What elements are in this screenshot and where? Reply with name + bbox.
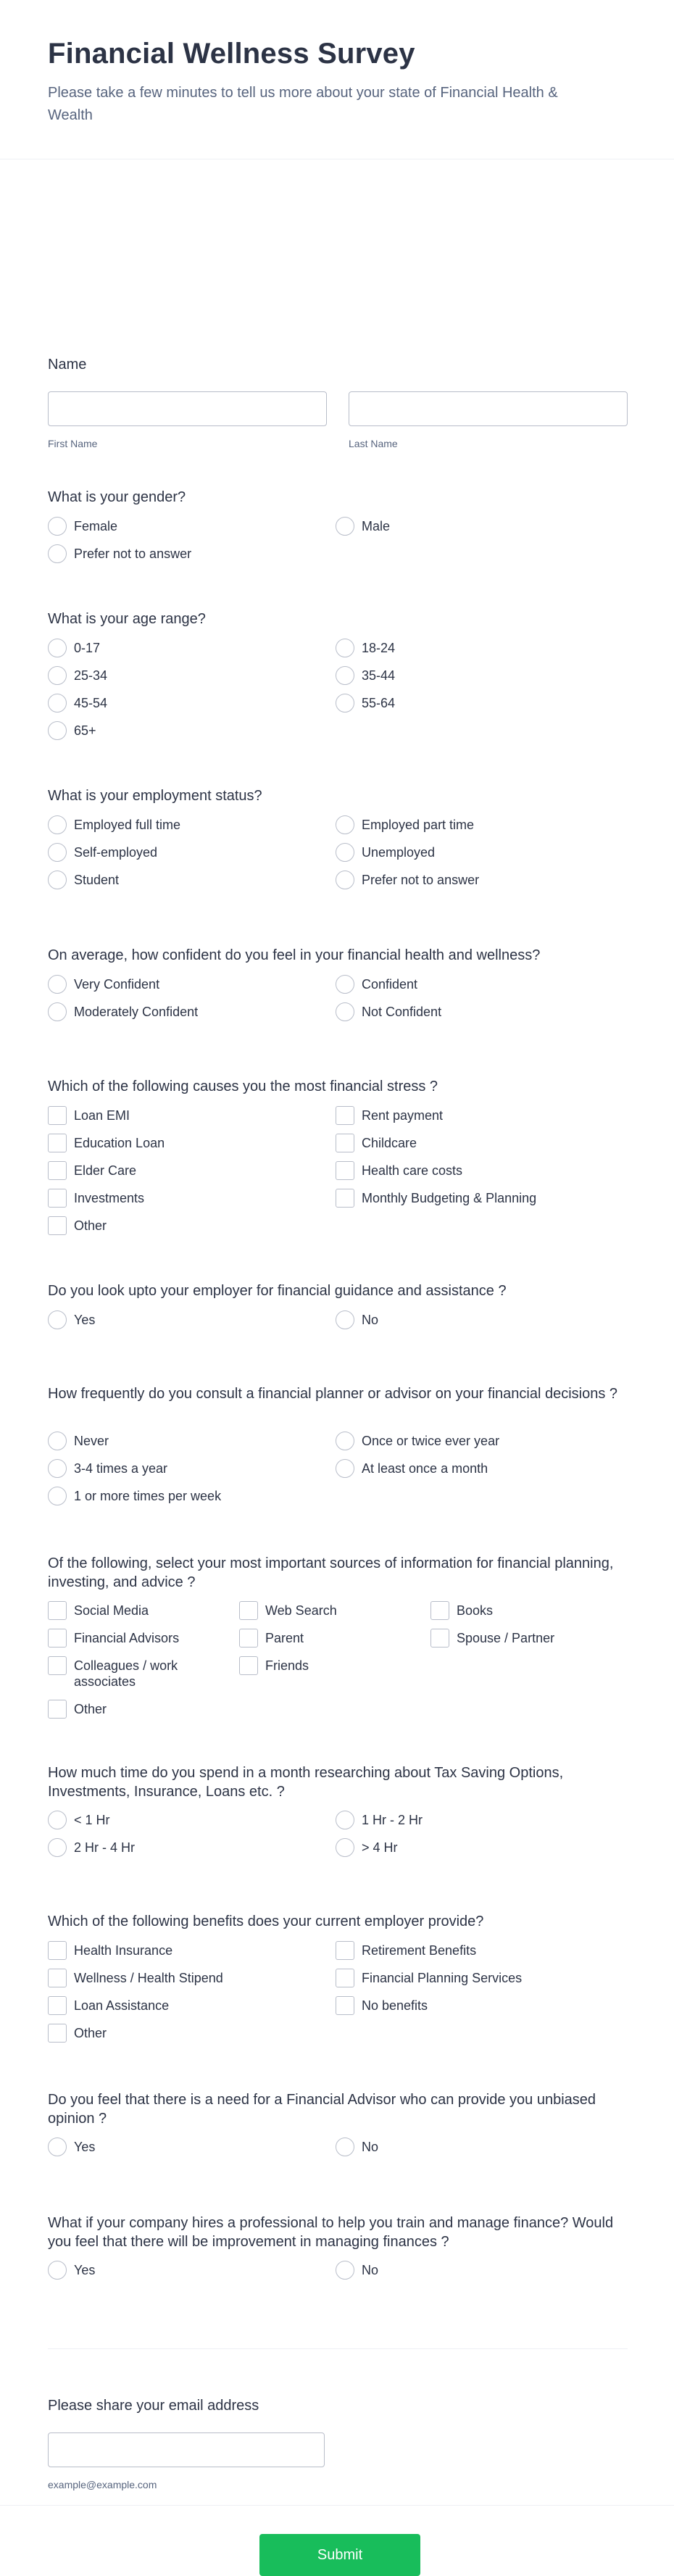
checkbox-option-benefit[interactable]: Health Insurance bbox=[48, 1943, 172, 1960]
hire-professional-question bbox=[48, 2214, 628, 2277]
radio-button[interactable] bbox=[48, 1487, 67, 1505]
radio-option-no[interactable]: No bbox=[336, 2139, 378, 2156]
gender-question bbox=[48, 488, 628, 561]
question-label: What is your employment status? bbox=[48, 788, 262, 804]
question-label: On average, how confident do you feel in your financial health and wellness? bbox=[48, 947, 541, 963]
radio-option-yes[interactable]: Yes bbox=[48, 2139, 95, 2156]
employer-guidance-question bbox=[48, 1281, 628, 1327]
radio-option-age[interactable]: 35-44 bbox=[336, 668, 395, 685]
name-question bbox=[48, 355, 628, 449]
checkbox-option-benefit[interactable]: Financial Planning Services bbox=[336, 1970, 522, 1987]
radio-option-prefer-not[interactable]: Prefer not to answer bbox=[48, 546, 191, 563]
last-name-sublabel: Last Name bbox=[349, 438, 398, 449]
radio-button[interactable] bbox=[336, 1811, 354, 1829]
radio-option-employment[interactable]: Prefer not to answer bbox=[336, 872, 479, 889]
radio-option-age[interactable]: 25-34 bbox=[48, 668, 107, 685]
checkbox-option-source[interactable]: Social Media bbox=[48, 1603, 229, 1620]
checkbox-option-source[interactable]: Other bbox=[48, 1701, 229, 1719]
email-question bbox=[48, 2396, 628, 2490]
question-label: Of the following, select your most important sources of information for financial planning, investing, and advice ? bbox=[48, 1555, 614, 1590]
checkbox[interactable] bbox=[48, 1106, 67, 1125]
checkbox[interactable] bbox=[239, 1629, 258, 1648]
radio-option-age[interactable]: 55-64 bbox=[336, 695, 395, 712]
checkbox[interactable] bbox=[336, 1969, 354, 1987]
checkbox[interactable] bbox=[48, 1134, 67, 1152]
checkbox-option-source[interactable]: Parent bbox=[239, 1630, 420, 1648]
checkbox[interactable] bbox=[48, 1161, 67, 1180]
question-label: What is your gender? bbox=[48, 489, 186, 505]
form-header bbox=[0, 0, 674, 159]
question-label: How frequently do you consult a financial planner or advisor on your financial decisions ? bbox=[48, 1386, 618, 1402]
checkbox-option-source[interactable]: Colleagues / work associates bbox=[48, 1658, 215, 1690]
footer-divider bbox=[0, 2505, 674, 2506]
radio-button[interactable] bbox=[48, 1002, 67, 1021]
age-question bbox=[48, 610, 628, 738]
radio-button[interactable] bbox=[336, 1838, 354, 1857]
radio-option-yes[interactable]: Yes bbox=[48, 2262, 95, 2280]
radio-button[interactable] bbox=[48, 975, 67, 994]
radio-option-age[interactable]: 65+ bbox=[48, 723, 96, 740]
radio-button[interactable] bbox=[336, 975, 354, 994]
radio-option-employment[interactable]: Employed full time bbox=[48, 817, 180, 834]
question-label: What if your company hires a professional to help you train and manage finance? Would you feel that there will be improvement in managing finances ? bbox=[48, 2215, 614, 2250]
employment-question bbox=[48, 786, 628, 887]
checkbox[interactable] bbox=[48, 1629, 67, 1648]
radio-button[interactable] bbox=[336, 815, 354, 834]
radio-button[interactable] bbox=[48, 1310, 67, 1329]
checkbox-option-source[interactable]: Financial Advisors bbox=[48, 1630, 229, 1648]
radio-button[interactable] bbox=[48, 666, 67, 685]
checkbox-option-source[interactable]: Books bbox=[430, 1603, 612, 1620]
radio-button[interactable] bbox=[336, 1002, 354, 1021]
question-label: Do you feel that there is a need for a Financial Advisor who can provide you unbiased opinion ? bbox=[48, 2092, 596, 2127]
checkbox-option-stress[interactable]: Elder Care bbox=[48, 1163, 136, 1180]
radio-option-time[interactable]: < 1 Hr bbox=[48, 1812, 110, 1829]
benefits-question bbox=[48, 1912, 628, 2040]
radio-option-time[interactable]: 2 Hr - 4 Hr bbox=[48, 1840, 135, 1857]
radio-button[interactable] bbox=[48, 721, 67, 740]
checkbox[interactable] bbox=[336, 1941, 354, 1960]
question-label: Do you look upto your employer for financial guidance and assistance ? bbox=[48, 1283, 507, 1299]
radio-button[interactable] bbox=[48, 871, 67, 889]
checkbox-option-benefit[interactable]: No benefits bbox=[336, 1998, 428, 2015]
radio-option-no[interactable]: No bbox=[336, 2262, 378, 2280]
checkbox-option-benefit[interactable]: Retirement Benefits bbox=[336, 1943, 476, 1960]
checkbox-option-stress[interactable]: Childcare bbox=[336, 1135, 417, 1152]
radio-button[interactable] bbox=[336, 871, 354, 889]
checkbox-option-benefit[interactable]: Loan Assistance bbox=[48, 1998, 169, 2015]
radio-button[interactable] bbox=[336, 843, 354, 862]
radio-option-confidence[interactable]: Not Confident bbox=[336, 1004, 441, 1021]
checkbox-option-source[interactable]: Spouse / Partner bbox=[430, 1630, 612, 1648]
question-label: Which of the following causes you the most financial stress ? bbox=[48, 1079, 438, 1094]
radio-option-time[interactable]: > 4 Hr bbox=[336, 1840, 398, 1857]
radio-button[interactable] bbox=[336, 1432, 354, 1450]
checkbox-option-stress[interactable]: Education Loan bbox=[48, 1135, 165, 1152]
radio-option-frequency[interactable]: Once or twice ever year bbox=[336, 1433, 499, 1450]
radio-option-male[interactable]: Male bbox=[336, 518, 390, 536]
radio-button[interactable] bbox=[48, 1811, 67, 1829]
checkbox-option-stress[interactable]: Health care costs bbox=[336, 1163, 462, 1180]
checkbox-option-stress[interactable]: Other bbox=[48, 1218, 107, 1235]
radio-button[interactable] bbox=[336, 2137, 354, 2156]
checkbox-option-stress[interactable]: Loan EMI bbox=[48, 1108, 130, 1125]
sources-question bbox=[48, 1554, 628, 1716]
radio-option-yes[interactable]: Yes bbox=[48, 1312, 95, 1329]
email-input[interactable] bbox=[48, 2432, 325, 2467]
checkbox-option-benefit[interactable]: Other bbox=[48, 2025, 107, 2043]
radio-button[interactable] bbox=[336, 1310, 354, 1329]
advisor-need-question bbox=[48, 2090, 628, 2154]
last-name-input[interactable] bbox=[349, 391, 628, 426]
checkbox[interactable] bbox=[336, 1106, 354, 1125]
page-title: Financial Wellness Survey bbox=[48, 38, 415, 70]
radio-button[interactable] bbox=[48, 2137, 67, 2156]
radio-button[interactable] bbox=[336, 694, 354, 712]
radio-button[interactable] bbox=[48, 815, 67, 834]
page-subtitle: Please take a few minutes to tell us more about your state of Financial Health & Wealth bbox=[48, 85, 558, 123]
checkbox-option-source[interactable]: Web Search bbox=[239, 1603, 420, 1620]
radio-option-no[interactable]: No bbox=[336, 1312, 378, 1329]
checkbox[interactable] bbox=[48, 1601, 67, 1620]
checkbox[interactable] bbox=[48, 1996, 67, 2015]
radio-button[interactable] bbox=[48, 694, 67, 712]
radio-button[interactable] bbox=[336, 639, 354, 657]
checkbox[interactable] bbox=[48, 1189, 67, 1208]
checkbox-option-stress[interactable]: Investments bbox=[48, 1190, 144, 1208]
checkbox-option-source[interactable]: Friends bbox=[239, 1658, 420, 1675]
radio-option-frequency[interactable]: Never bbox=[48, 1433, 109, 1450]
radio-option-frequency[interactable]: 1 or more times per week bbox=[48, 1488, 221, 1505]
section-divider bbox=[48, 2348, 628, 2349]
radio-button[interactable] bbox=[336, 666, 354, 685]
checkbox[interactable] bbox=[48, 1941, 67, 1960]
radio-option-frequency[interactable]: 3-4 times a year bbox=[48, 1461, 167, 1478]
checkbox[interactable] bbox=[48, 2024, 67, 2043]
checkbox[interactable] bbox=[336, 1161, 354, 1180]
checkbox[interactable] bbox=[239, 1601, 258, 1620]
radio-button[interactable] bbox=[48, 843, 67, 862]
checkbox[interactable] bbox=[336, 1189, 354, 1208]
checkbox-option-stress[interactable]: Rent payment bbox=[336, 1108, 443, 1125]
email-label: Please share your email address bbox=[48, 2398, 259, 2414]
checkbox[interactable] bbox=[430, 1629, 449, 1648]
radio-button[interactable] bbox=[48, 517, 67, 536]
radio-option-employment[interactable]: Self-employed bbox=[48, 844, 157, 862]
radio-button[interactable] bbox=[336, 2261, 354, 2280]
checkbox[interactable] bbox=[48, 1700, 67, 1719]
research-time-question bbox=[48, 1763, 628, 1855]
radio-option-age[interactable]: 0-17 bbox=[48, 640, 100, 657]
first-name-sublabel: First Name bbox=[48, 438, 98, 449]
checkbox-option-benefit[interactable]: Wellness / Health Stipend bbox=[48, 1970, 223, 1987]
radio-option-employment[interactable]: Student bbox=[48, 872, 119, 889]
submit-button[interactable]: Submit bbox=[259, 2534, 420, 2576]
radio-button[interactable] bbox=[336, 517, 354, 536]
name-label: Name bbox=[48, 357, 87, 373]
checkbox[interactable] bbox=[430, 1601, 449, 1620]
confidence-question bbox=[48, 946, 628, 1019]
radio-button[interactable] bbox=[48, 1459, 67, 1478]
radio-button[interactable] bbox=[48, 1432, 67, 1450]
radio-option-confidence[interactable]: Confident bbox=[336, 976, 417, 994]
radio-option-age[interactable]: 45-54 bbox=[48, 695, 107, 712]
radio-option-female[interactable]: Female bbox=[48, 518, 117, 536]
radio-button[interactable] bbox=[48, 544, 67, 563]
radio-option-frequency[interactable]: At least once a month bbox=[336, 1461, 488, 1478]
radio-option-employment[interactable]: Unemployed bbox=[336, 844, 435, 862]
checkbox[interactable] bbox=[48, 1969, 67, 1987]
checkbox[interactable] bbox=[336, 1996, 354, 2015]
checkbox-option-stress[interactable]: Monthly Budgeting & Planning bbox=[336, 1190, 536, 1208]
radio-option-confidence[interactable]: Moderately Confident bbox=[48, 1004, 198, 1021]
radio-option-employment[interactable]: Employed part time bbox=[336, 817, 474, 834]
radio-button[interactable] bbox=[336, 1459, 354, 1478]
question-label: How much time do you spend in a month researching about Tax Saving Options, Investments, Insurance, Loans etc. ? bbox=[48, 1765, 564, 1800]
checkbox[interactable] bbox=[239, 1656, 258, 1675]
checkbox[interactable] bbox=[48, 1656, 67, 1675]
question-label: Which of the following benefits does your current employer provide? bbox=[48, 1914, 484, 1929]
checkbox[interactable] bbox=[336, 1134, 354, 1152]
first-name-input[interactable] bbox=[48, 391, 327, 426]
stress-question bbox=[48, 1077, 628, 1233]
checkbox[interactable] bbox=[48, 1216, 67, 1235]
radio-option-time[interactable]: 1 Hr - 2 Hr bbox=[336, 1812, 423, 1829]
radio-button[interactable] bbox=[48, 1838, 67, 1857]
email-sublabel: example@example.com bbox=[48, 2479, 157, 2490]
radio-option-age[interactable]: 18-24 bbox=[336, 640, 395, 657]
radio-button[interactable] bbox=[48, 639, 67, 657]
radio-option-confidence[interactable]: Very Confident bbox=[48, 976, 159, 994]
planner-frequency-question bbox=[48, 1384, 628, 1503]
radio-button[interactable] bbox=[48, 2261, 67, 2280]
question-label: What is your age range? bbox=[48, 611, 206, 627]
